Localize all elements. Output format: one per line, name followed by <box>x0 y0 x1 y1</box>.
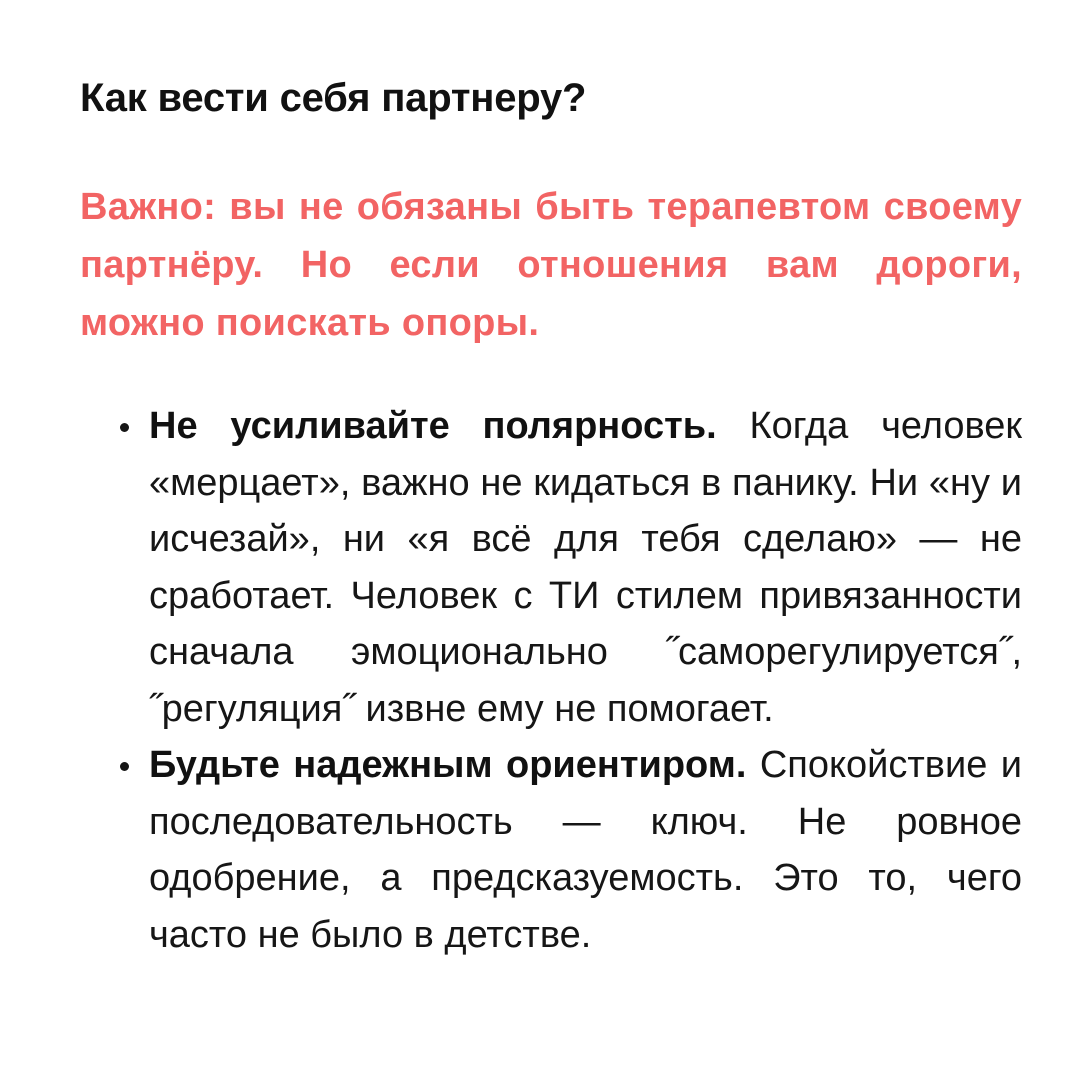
list-item-title: Не усиливайте полярность. <box>149 405 750 447</box>
tips-list <box>0 398 1080 963</box>
list-item <box>149 737 1022 963</box>
page-title: Как вести себя партнеру? <box>80 76 587 120</box>
list-item-title: Будьте надежным ориентиром. <box>149 744 760 786</box>
list-item <box>149 398 1022 737</box>
list-item-body: Спокойствие и последовательность — ключ. Не ровное одобрение, а предсказуемость. Это то, чего часто не было в детстве. <box>149 744 1022 956</box>
list-item-body: Когда человек «мерцает», важно не кидаться в панику. Ни «ну и исчезай», ни «я всё для тебя сделаю» — не сработает. Человек с ТИ стилем привязанности сначала эмоционально ˝саморегулируется˝, ˝регуляция˝ извне ему не помогает. <box>149 405 1022 730</box>
important-callout: Важно: вы не обязаны быть терапевтом своему партнёру. Но если отношения вам дороги, можно поискать опоры. <box>80 186 1022 344</box>
